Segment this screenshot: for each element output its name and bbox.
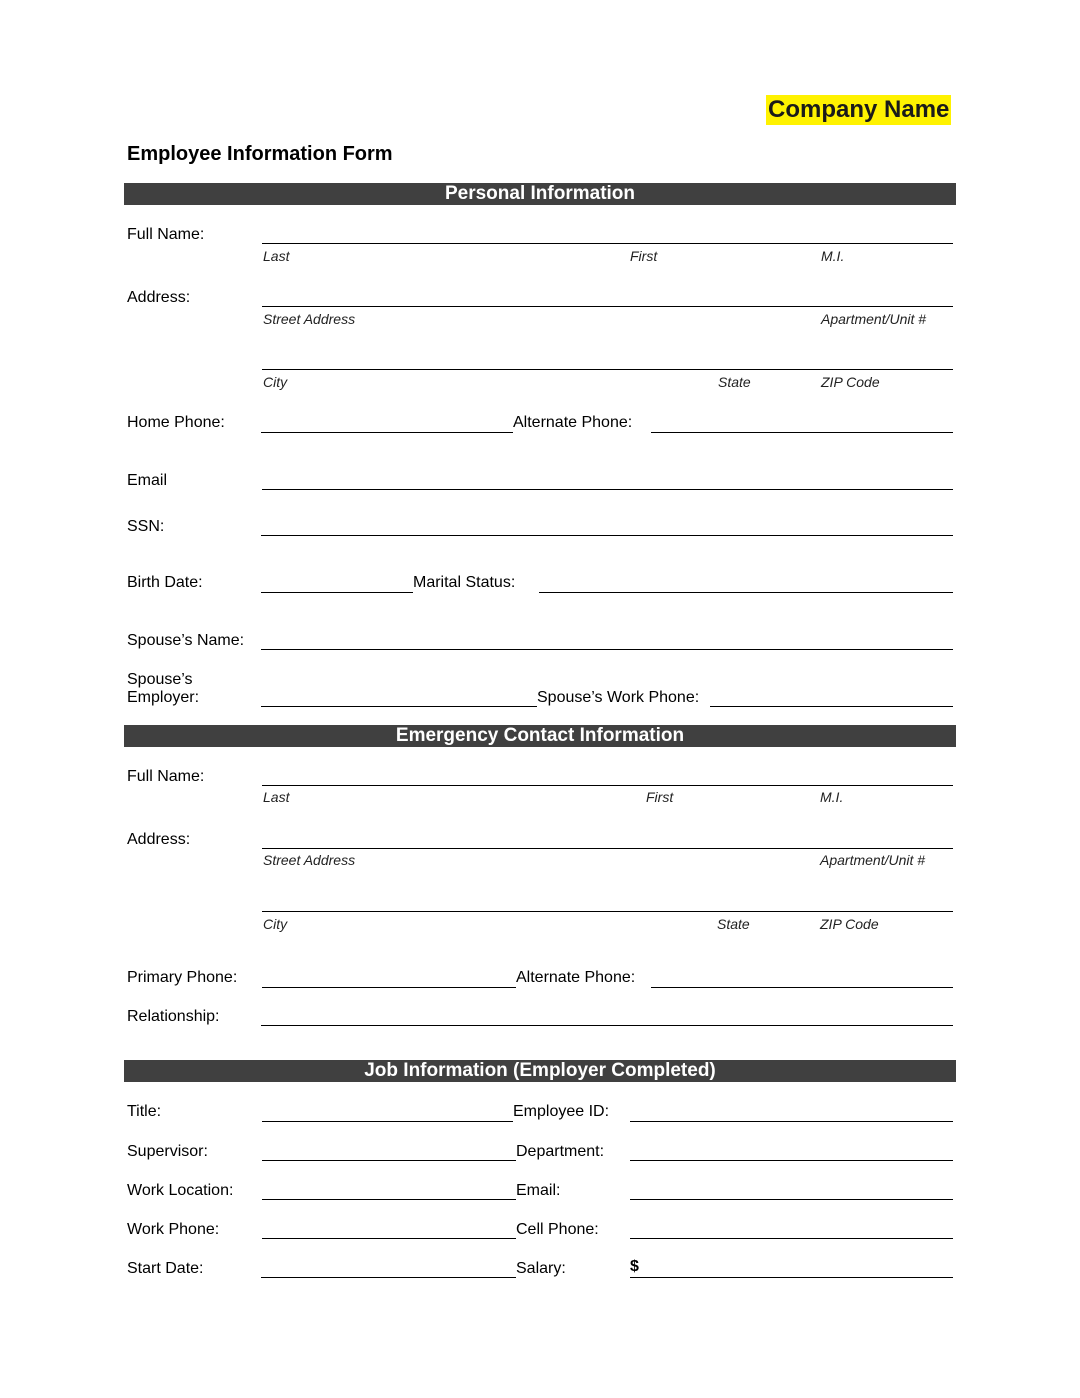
marital-status-input[interactable] [539, 592, 953, 593]
form-title: Employee Information Form [127, 143, 393, 165]
street-address-caption: Street Address [263, 311, 356, 327]
emergency-street-input[interactable] [262, 848, 953, 849]
emergency-city-caption: City [263, 916, 288, 932]
spouse-name-label: Spouse’s Name: [127, 632, 245, 649]
emergency-state-caption: State [717, 916, 750, 932]
emergency-address-label: Address: [127, 831, 191, 848]
full-name-input[interactable] [262, 243, 953, 244]
emergency-full-name-label: Full Name: [127, 768, 205, 785]
email-input[interactable] [262, 489, 953, 490]
cell-phone-input[interactable] [630, 1238, 953, 1239]
job-title-label: Title: [127, 1103, 162, 1120]
emergency-city-state-zip-input[interactable] [262, 911, 953, 912]
spouse-employer-input[interactable] [261, 706, 537, 707]
marital-status-label: Marital Status: [413, 574, 516, 591]
work-location-input[interactable] [262, 1199, 516, 1200]
section-header-job: Job Information (Employer Completed) [124, 1060, 956, 1082]
section-header-emergency: Emergency Contact Information [124, 725, 956, 747]
employee-id-label: Employee ID: [513, 1103, 610, 1120]
emergency-alternate-phone-input[interactable] [651, 987, 953, 988]
salary-label: Salary: [516, 1260, 566, 1277]
work-location-label: Work Location: [127, 1182, 234, 1199]
department-input[interactable] [630, 1160, 953, 1161]
salary-input[interactable] [630, 1277, 953, 1278]
address-label: Address: [127, 289, 191, 306]
middle-initial-caption: M.I. [821, 248, 845, 264]
emergency-zip-caption: ZIP Code [820, 916, 879, 932]
primary-phone-label: Primary Phone: [127, 969, 238, 986]
dollar-sign: $ [630, 1258, 639, 1275]
job-email-label: Email: [516, 1182, 561, 1199]
birth-date-label: Birth Date: [127, 574, 203, 591]
relationship-label: Relationship: [127, 1008, 220, 1025]
last-name-caption: Last [263, 248, 290, 264]
emergency-alternate-phone-label: Alternate Phone: [516, 969, 636, 986]
spouse-employer-label-line1: Spouse’s [127, 671, 193, 688]
street-address-input[interactable] [262, 306, 953, 307]
first-name-caption: First [630, 248, 658, 264]
state-caption: State [718, 374, 751, 390]
zip-caption: ZIP Code [821, 374, 880, 390]
supervisor-input[interactable] [262, 1160, 516, 1161]
start-date-input[interactable] [261, 1277, 516, 1278]
emergency-first-caption: First [646, 789, 674, 805]
supervisor-label: Supervisor: [127, 1143, 208, 1160]
email-label: Email [127, 472, 168, 489]
company-name: Company Name [768, 96, 950, 123]
emergency-apartment-caption: Apartment/Unit # [820, 852, 926, 868]
full-name-label: Full Name: [127, 226, 205, 243]
cell-phone-label: Cell Phone: [516, 1221, 599, 1238]
emergency-full-name-input[interactable] [262, 785, 953, 786]
home-phone-input[interactable] [261, 432, 513, 433]
primary-phone-input[interactable] [262, 987, 516, 988]
work-phone-input[interactable] [262, 1238, 516, 1239]
spouse-employer-label-line2: Employer: [127, 689, 200, 706]
job-email-input[interactable] [630, 1199, 953, 1200]
apartment-caption: Apartment/Unit # [821, 311, 927, 327]
job-title-input[interactable] [262, 1121, 513, 1122]
work-phone-label: Work Phone: [127, 1221, 220, 1238]
emergency-mi-caption: M.I. [820, 789, 844, 805]
alternate-phone-label: Alternate Phone: [513, 414, 633, 431]
spouse-work-phone-input[interactable] [710, 706, 953, 707]
department-label: Department: [516, 1143, 605, 1160]
emergency-street-caption: Street Address [263, 852, 356, 868]
home-phone-label: Home Phone: [127, 414, 225, 431]
employee-id-input[interactable] [630, 1121, 953, 1122]
alternate-phone-input[interactable] [651, 432, 953, 433]
section-header-personal: Personal Information [124, 183, 956, 205]
start-date-label: Start Date: [127, 1260, 204, 1277]
birth-date-input[interactable] [261, 592, 413, 593]
relationship-input[interactable] [261, 1025, 953, 1026]
city-caption: City [263, 374, 288, 390]
spouse-name-input[interactable] [261, 649, 953, 650]
emergency-last-caption: Last [263, 789, 290, 805]
city-state-zip-input[interactable] [262, 369, 953, 370]
ssn-input[interactable] [261, 535, 953, 536]
ssn-label: SSN: [127, 518, 165, 535]
spouse-work-phone-label: Spouse’s Work Phone: [537, 689, 700, 706]
